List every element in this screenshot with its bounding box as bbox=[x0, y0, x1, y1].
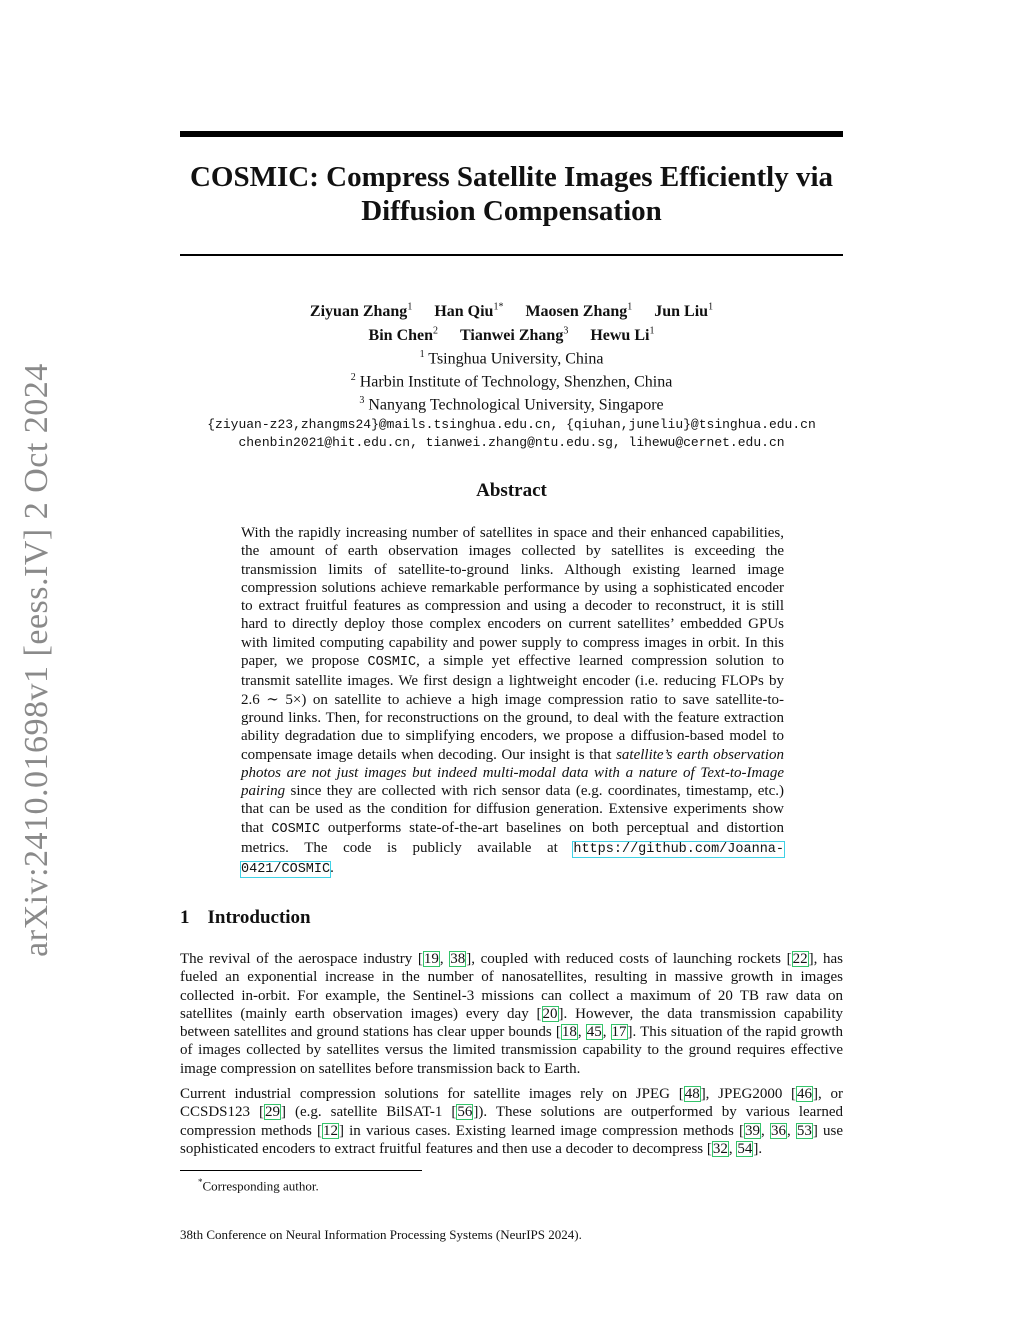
abstract-heading: Abstract bbox=[476, 480, 547, 501]
author-block bbox=[180, 298, 843, 452]
citation-link[interactable]: 18 bbox=[561, 1024, 577, 1041]
citation-link[interactable]: 54 bbox=[737, 1140, 753, 1157]
abstract-text: With the rapidly increasing number of satellites in space and their enhanced capabilities, the amount of earth observation images collected by satellites is exceeding the transmission limits of satellite-to-ground links. Although existing learned image compression solutions achieve remarkable performance by using a sophisticated encoder to extract fruitful features as compression and using a decoder to reconstruct, it is still hard to directly deploy those complex encoders on current satellites’ embedded GPUs with limited computing capability and power supply to compress images in orbit. In this paper, we propose COSMIC, a simple yet effective learned compression solution to transmit satellite images. We first design a lightweight encoder (i.e. reducing FLOPs by 2.6 ∼ 5×) on satellite to achieve a high image compression ratio to save satellite-to-ground links. Then, for reconstructions on the ground, to deal with the feature extraction ability degradation due to simplifying encoders, we propose a diffusion-based model to compensate image details when decoding. Our insight is that satellite’s earth observation photos are not just images but indeed multi-modal data with a nature of Text-to-Image pairing since they are collected with rich sensor data (e.g. coordinates, timestamp, etc.) that can be used as the condition for diffusion generation. Extensive experiments show that COSMIC outperforms state-of-the-art baselines on both perceptual and distortion metrics. The code is publicly available at https://github.com/Joanna-0421/COSMIC. bbox=[241, 525, 784, 878]
affiliation: $^1$ Tsinghua University, China bbox=[419, 348, 604, 367]
citation-link[interactable]: 36 bbox=[770, 1122, 786, 1139]
citation-link[interactable]: 32 bbox=[712, 1140, 728, 1157]
author: Ziyuan Zhang$^1$ bbox=[309, 302, 413, 321]
footnote bbox=[198, 1177, 319, 1194]
intro-paragraph-1: The revival of the aerospace industry [19, 38], coupled with reduced costs of launching rockets [22], has fueled an exponential increase in the number of nanosatellites, resulting in massive growth in images collected in-orbit. For example, the Sentinel-3 missions can collect a maximum of 20 TB raw data on satellites (mainly earth observation images) every day [20]. However, the data transmission capability between satellites and ground stations has clear upper bounds [18, 45, 17]. This situation of the rapid growth of images collected by satellites versus the limited transmission capability to the ground requires effective image compression on satellites before transmission back to Earth. bbox=[180, 951, 844, 1077]
citation-link[interactable]: 38 bbox=[450, 951, 466, 967]
footnote-text: Corresponding author. bbox=[202, 1178, 319, 1194]
section-title: Introduction bbox=[207, 907, 311, 928]
citation-link[interactable]: 48 bbox=[684, 1086, 700, 1102]
citation-link[interactable]: 56 bbox=[457, 1104, 473, 1121]
footnote-mark: * bbox=[198, 1177, 203, 1187]
title-line-1: COSMIC: Compress Satellite Images Efficiently via bbox=[189, 161, 834, 193]
citation-link[interactable]: 20 bbox=[542, 1005, 558, 1022]
footnote-rule bbox=[180, 1170, 422, 1171]
email-line-1: {ziyuan-z23,zhangms24}@mails.tsinghua.edu.cn, {qiuhan,juneliu}@tsinghua.edu.cn bbox=[207, 416, 816, 432]
citation-link[interactable]: 53 bbox=[796, 1122, 812, 1139]
citation-link[interactable]: 29 bbox=[265, 1104, 281, 1121]
citation-link[interactable]: 12 bbox=[322, 1122, 338, 1139]
email-line-2: chenbin2021@hit.edu.cn, tianwei.zhang@ntu.edu.sg, lihewu@cernet.edu.cn bbox=[238, 434, 785, 450]
author-names-line-2 bbox=[180, 321, 843, 344]
author: Maosen Zhang$^1$ bbox=[525, 302, 633, 321]
citation-link[interactable]: 19 bbox=[423, 951, 439, 967]
author-names-line-1 bbox=[180, 298, 843, 321]
section-number: 1 bbox=[180, 907, 190, 928]
author: Hewu Li$^1$ bbox=[590, 325, 655, 344]
paper-title bbox=[180, 160, 843, 228]
affiliation: $^2$ Harbin Institute of Technology, Shenzhen, China bbox=[350, 371, 673, 391]
title-bottom-rule bbox=[180, 254, 843, 256]
author: Tianwei Zhang$^3$ bbox=[460, 325, 569, 344]
author: Jun Liu$^1$ bbox=[654, 302, 714, 321]
section-heading-introduction bbox=[180, 907, 311, 929]
citation-link[interactable]: 46 bbox=[797, 1086, 813, 1102]
affiliation: $^3$ Nanyang Technological University, Singapore bbox=[359, 395, 664, 414]
venue-footer: 38th Conference on Neural Information Processing Systems (NeurIPS 2024). bbox=[180, 1227, 582, 1242]
arxiv-side-stamp bbox=[18, 360, 55, 960]
citation-link[interactable]: 39 bbox=[745, 1122, 761, 1139]
title-line-2: Diffusion Compensation bbox=[361, 195, 662, 227]
title-top-rule bbox=[180, 131, 843, 137]
citation-link[interactable]: 22 bbox=[792, 951, 808, 967]
abstract-emphasis: satellite’s earth observation photos are not just images but indeed multi-modal data with a nature of Text-to-Image pairing bbox=[241, 746, 784, 800]
github-link[interactable]: https://github.com/Joanna-0421/COSMIC bbox=[241, 842, 784, 878]
arxiv-id-text: arXiv:2410.01698v1 [eess.IV] 2 Oct 2024 bbox=[18, 363, 55, 957]
code-name: COSMIC bbox=[367, 655, 417, 671]
code-name: COSMIC bbox=[271, 821, 321, 837]
intro-paragraph-2: Current industrial compression solutions for satellite images rely on JPEG [48], JPEG2000 [46], or CCSDS123 [29] (e.g. satellite BilSAT-1 [56]). These solutions are outperformed by various learned compression methods [12] in various cases. Existing learned image compression methods [39, 36, 53] use sophisticated encoders to extract fruitful features and then use a decoder to decompress [32, 54]. bbox=[180, 1086, 843, 1157]
author-emails bbox=[180, 416, 843, 452]
author: Bin Chen$^2$ bbox=[368, 325, 439, 344]
citation-link[interactable]: 17 bbox=[611, 1024, 627, 1041]
citation-link[interactable]: 45 bbox=[586, 1024, 602, 1041]
author: Han Qiu$^{1*}$ bbox=[434, 302, 504, 321]
